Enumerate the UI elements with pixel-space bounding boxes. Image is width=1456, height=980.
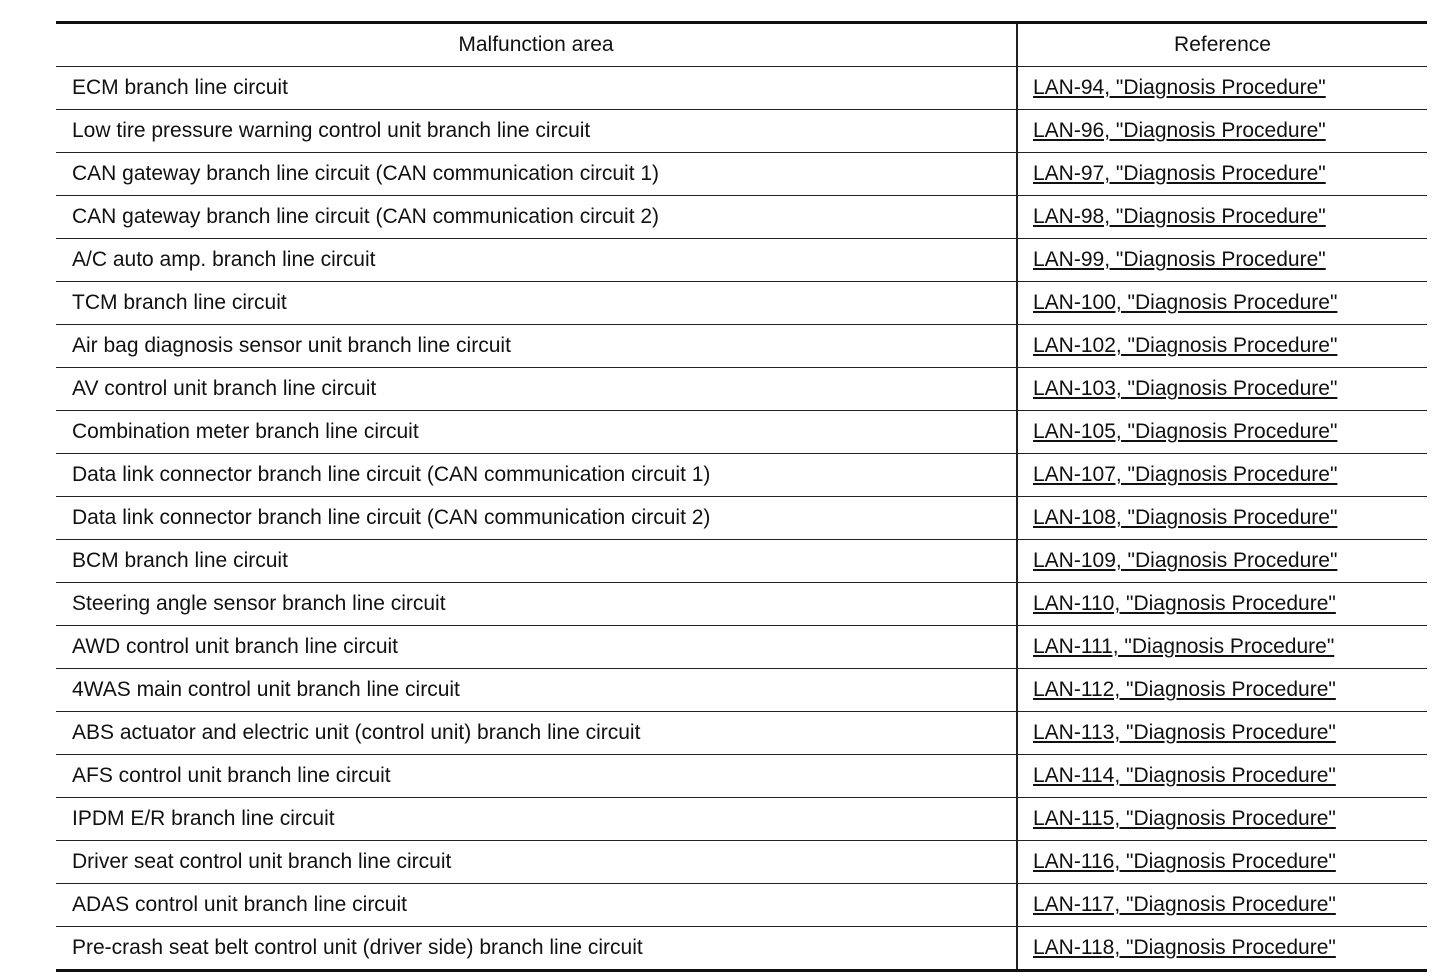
reference-cell xyxy=(1017,110,1427,153)
reference-cell xyxy=(1017,626,1427,669)
malfunction-area-cell: Data link connector branch line circuit (CAN communication circuit 2) xyxy=(56,497,1017,540)
malfunction-area-cell: ECM branch line circuit xyxy=(56,67,1017,110)
malfunction-area-cell: A/C auto amp. branch line circuit xyxy=(56,239,1017,282)
table-header-row xyxy=(56,23,1427,67)
table-row xyxy=(56,927,1427,971)
reference-cell xyxy=(1017,282,1427,325)
reference-cell xyxy=(1017,497,1427,540)
table-row xyxy=(56,153,1427,196)
table-row xyxy=(56,239,1427,282)
diagnosis-procedure-link[interactable]: LAN-109, "Diagnosis Procedure" xyxy=(1033,549,1338,572)
diagnosis-procedure-link[interactable]: LAN-107, "Diagnosis Procedure" xyxy=(1033,463,1338,486)
table-row xyxy=(56,325,1427,368)
diagnosis-procedure-link[interactable]: LAN-113, "Diagnosis Procedure" xyxy=(1033,721,1336,744)
table-row xyxy=(56,540,1427,583)
diagnosis-procedure-link[interactable]: LAN-117, "Diagnosis Procedure" xyxy=(1033,893,1336,916)
diagnosis-procedure-link[interactable]: LAN-102, "Diagnosis Procedure" xyxy=(1033,334,1338,357)
malfunction-table xyxy=(56,21,1427,972)
malfunction-table-container xyxy=(56,21,1427,972)
reference-cell xyxy=(1017,583,1427,626)
table-row xyxy=(56,196,1427,239)
malfunction-area-cell: IPDM E/R branch line circuit xyxy=(56,798,1017,841)
malfunction-area-cell: BCM branch line circuit xyxy=(56,540,1017,583)
diagnosis-procedure-link[interactable]: LAN-114, "Diagnosis Procedure" xyxy=(1033,764,1336,787)
diagnosis-procedure-link[interactable]: LAN-98, "Diagnosis Procedure" xyxy=(1033,205,1326,228)
column-header-reference: Reference xyxy=(1017,23,1427,67)
reference-cell xyxy=(1017,67,1427,110)
column-header-malfunction-area: Malfunction area xyxy=(56,23,1017,67)
diagnosis-procedure-link[interactable]: LAN-116, "Diagnosis Procedure" xyxy=(1033,850,1336,873)
reference-cell xyxy=(1017,884,1427,927)
diagnosis-procedure-link[interactable]: LAN-99, "Diagnosis Procedure" xyxy=(1033,248,1326,271)
diagnosis-procedure-link[interactable]: LAN-112, "Diagnosis Procedure" xyxy=(1033,678,1336,701)
table-row xyxy=(56,497,1427,540)
diagnosis-procedure-link[interactable]: LAN-105, "Diagnosis Procedure" xyxy=(1033,420,1338,443)
table-row xyxy=(56,110,1427,153)
diagnosis-procedure-link[interactable]: LAN-103, "Diagnosis Procedure" xyxy=(1033,377,1338,400)
reference-cell xyxy=(1017,368,1427,411)
malfunction-area-cell: AV control unit branch line circuit xyxy=(56,368,1017,411)
diagnosis-procedure-link[interactable]: LAN-97, "Diagnosis Procedure" xyxy=(1033,162,1326,185)
reference-cell xyxy=(1017,196,1427,239)
malfunction-area-cell: AWD control unit branch line circuit xyxy=(56,626,1017,669)
table-row xyxy=(56,755,1427,798)
malfunction-area-cell: Combination meter branch line circuit xyxy=(56,411,1017,454)
table-row xyxy=(56,884,1427,927)
malfunction-area-cell: Low tire pressure warning control unit branch line circuit xyxy=(56,110,1017,153)
table-row xyxy=(56,67,1427,110)
reference-cell xyxy=(1017,841,1427,884)
malfunction-area-cell: Driver seat control unit branch line circuit xyxy=(56,841,1017,884)
diagnosis-procedure-link[interactable]: LAN-118, "Diagnosis Procedure" xyxy=(1033,936,1336,959)
reference-cell xyxy=(1017,712,1427,755)
reference-cell xyxy=(1017,798,1427,841)
reference-cell xyxy=(1017,325,1427,368)
malfunction-area-cell: ADAS control unit branch line circuit xyxy=(56,884,1017,927)
malfunction-area-cell: Data link connector branch line circuit (CAN communication circuit 1) xyxy=(56,454,1017,497)
reference-cell xyxy=(1017,411,1427,454)
table-row xyxy=(56,841,1427,884)
table-row xyxy=(56,282,1427,325)
table-row xyxy=(56,712,1427,755)
diagnosis-procedure-link[interactable]: LAN-108, "Diagnosis Procedure" xyxy=(1033,506,1338,529)
table-row xyxy=(56,583,1427,626)
malfunction-area-cell: ABS actuator and electric unit (control unit) branch line circuit xyxy=(56,712,1017,755)
reference-cell xyxy=(1017,454,1427,497)
table-row xyxy=(56,454,1427,497)
diagnosis-procedure-link[interactable]: LAN-96, "Diagnosis Procedure" xyxy=(1033,119,1326,142)
reference-cell xyxy=(1017,540,1427,583)
malfunction-area-cell: CAN gateway branch line circuit (CAN communication circuit 1) xyxy=(56,153,1017,196)
table-body xyxy=(56,67,1427,971)
table-row xyxy=(56,669,1427,712)
malfunction-area-cell: 4WAS main control unit branch line circuit xyxy=(56,669,1017,712)
reference-cell xyxy=(1017,755,1427,798)
malfunction-area-cell: Steering angle sensor branch line circuit xyxy=(56,583,1017,626)
malfunction-area-cell: AFS control unit branch line circuit xyxy=(56,755,1017,798)
reference-cell xyxy=(1017,669,1427,712)
malfunction-area-cell: Air bag diagnosis sensor unit branch line circuit xyxy=(56,325,1017,368)
diagnosis-procedure-link[interactable]: LAN-94, "Diagnosis Procedure" xyxy=(1033,76,1326,99)
table-row xyxy=(56,626,1427,669)
reference-cell xyxy=(1017,927,1427,971)
diagnosis-procedure-link[interactable]: LAN-100, "Diagnosis Procedure" xyxy=(1033,291,1338,314)
reference-cell xyxy=(1017,153,1427,196)
diagnosis-procedure-link[interactable]: LAN-115, "Diagnosis Procedure" xyxy=(1033,807,1336,830)
diagnosis-procedure-link[interactable]: LAN-111, "Diagnosis Procedure" xyxy=(1033,635,1335,658)
diagnosis-procedure-link[interactable]: LAN-110, "Diagnosis Procedure" xyxy=(1033,592,1336,615)
table-row xyxy=(56,798,1427,841)
reference-cell xyxy=(1017,239,1427,282)
malfunction-area-cell: TCM branch line circuit xyxy=(56,282,1017,325)
malfunction-area-cell: CAN gateway branch line circuit (CAN communication circuit 2) xyxy=(56,196,1017,239)
table-row xyxy=(56,411,1427,454)
table-row xyxy=(56,368,1427,411)
malfunction-area-cell: Pre-crash seat belt control unit (driver side) branch line circuit xyxy=(72,936,643,959)
